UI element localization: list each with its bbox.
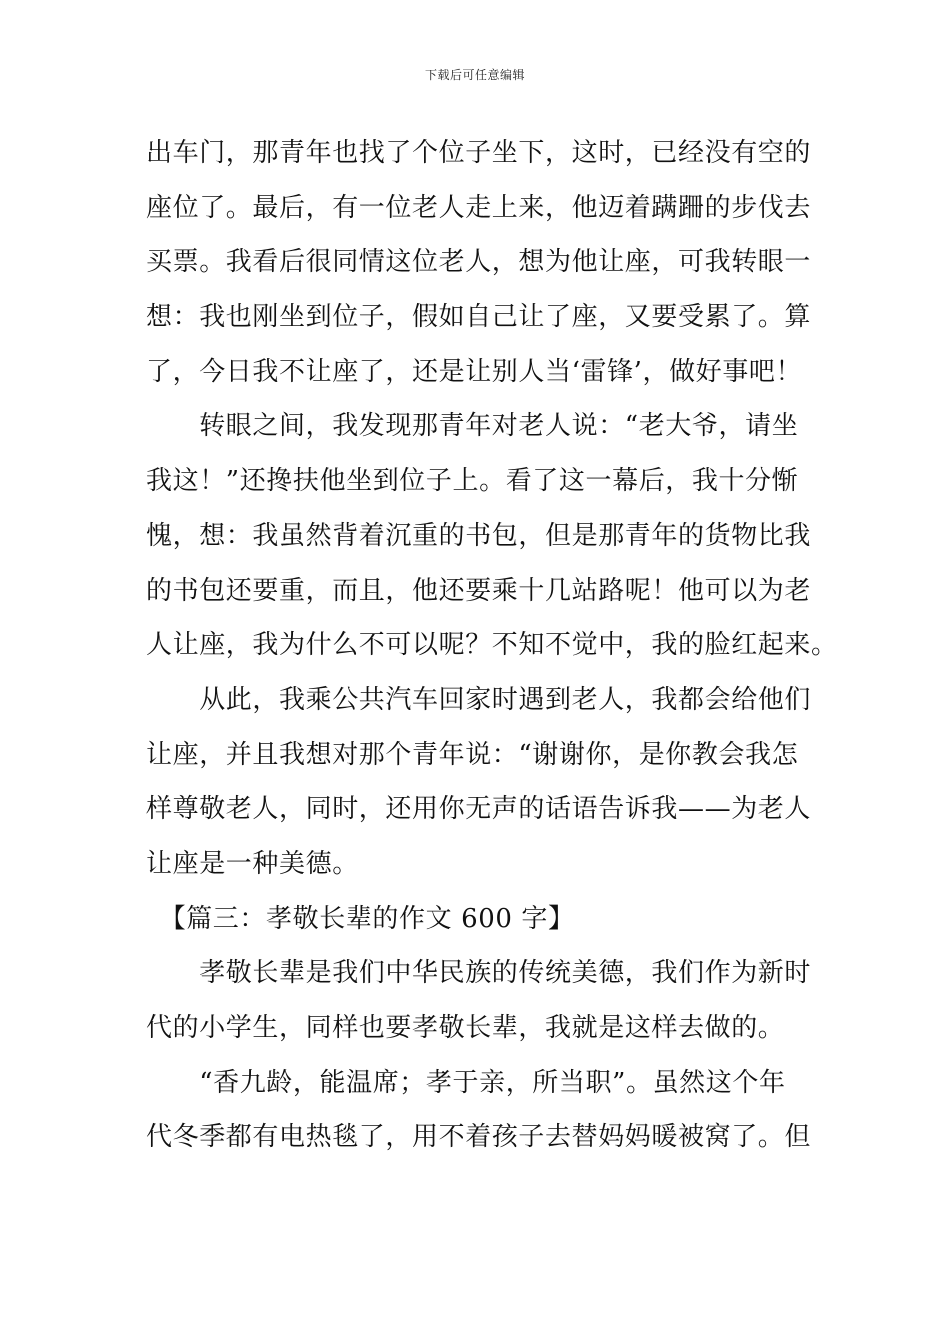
section-heading: 【篇三：孝敬长辈的作文 600 字】 [146,903,575,934]
text-line: 人让座，我为什么不可以呢？不知不觉中，我的脸红起来。 [146,630,838,661]
text-line: 代的小学生，同样也要孝敬长辈，我就是这样去做的。 [146,1013,785,1043]
page-header: 下载后可任意编辑 [424,68,525,82]
text-line: 了，今日我不让座了，还是让别人当‘雷锋’，做好事吧！ [146,356,803,387]
essay-body [146,126,838,1165]
text-line: 出车门，那青年也找了个位子坐下，这时，已经没有空的 [146,138,812,168]
text-line: 代冬季都有电热毯了，用不着孩子去替妈妈暖被窝了。但 [146,1122,812,1153]
text-line: 转眼之间，我发现那青年对老人说：“老大爷，请坐 [146,411,799,442]
text-line: 愧，想：我虽然背着沉重的书包，但是那青年的货物比我 [146,520,812,551]
text-line: 从此，我乘公共汽车回家时遇到老人，我都会给他们 [146,684,812,715]
text-line: 孝敬长辈是我们中华民族的传统美德，我们作为新时 [146,958,812,989]
text-line: 样尊敬老人，同时，还用你无声的话语告诉我——为老人 [146,794,812,825]
text-line: 想：我也刚坐到位子，假如自己让了座，又要受累了。算 [146,302,812,333]
text-line: 我这！”还搀扶他坐到位子上。看了这一幕后，我十分惭 [146,466,799,497]
text-line: 的书包还要重，而且，他还要乘十几站路呢！他可以为老 [146,575,812,606]
text-line: 让座，并且我想对那个青年说：“谢谢你，是你教会我怎 [146,739,799,770]
text-line: “香九龄，能温席；孝于亲，所当职”。虽然这个年 [146,1067,786,1098]
text-line: 让座是一种美德。 [146,848,359,879]
text-line: 买票。我看后很同情这位老人，想为他让座，可我转眼一 [146,247,812,278]
text-line: 座位了。最后，有一位老人走上来，他迈着蹒跚的步伐去 [146,192,812,223]
